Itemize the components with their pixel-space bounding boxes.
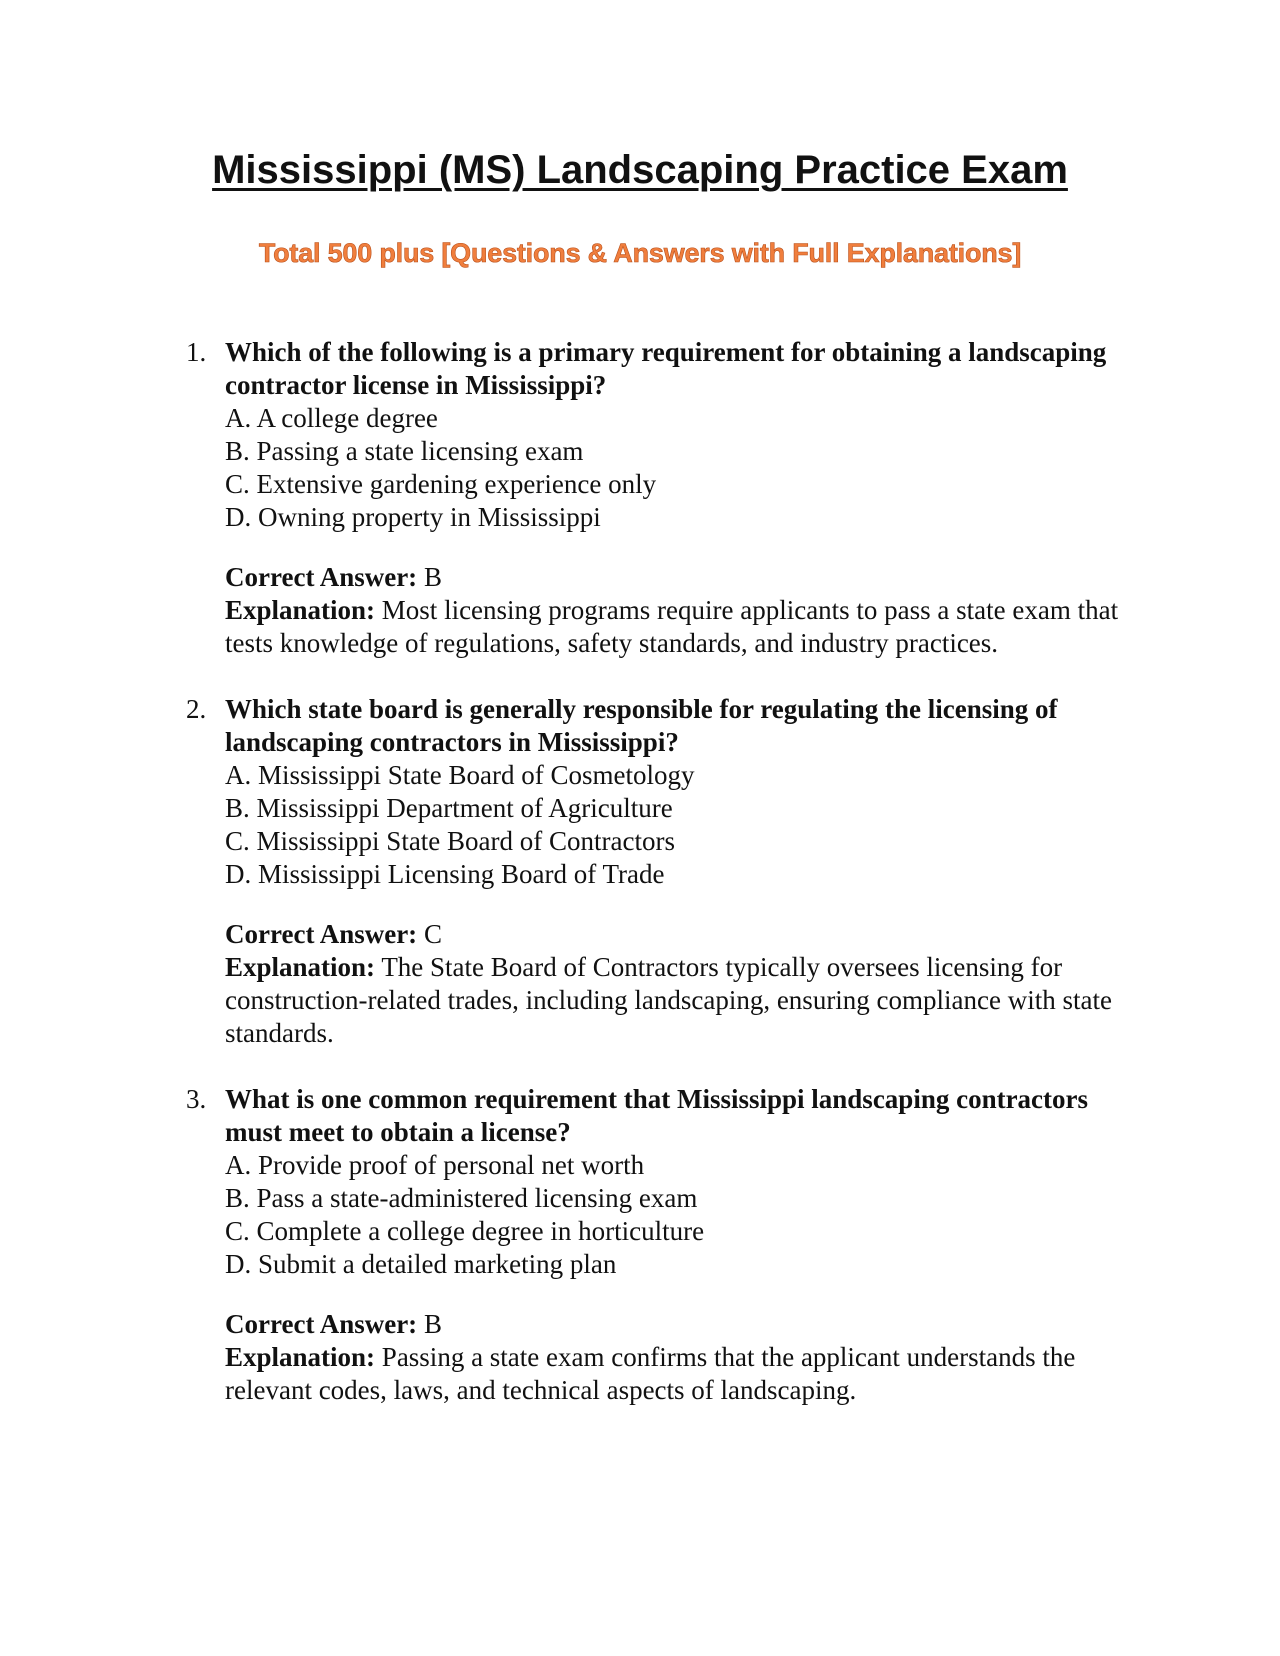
answer-option-d: D. Submit a detailed marketing plan [225, 1249, 617, 1279]
correct-answer-value: B [423, 562, 442, 592]
explanation-text: Passing a state exam confirms that the applicant understands the relevant codes, laws, and technical aspects of landscaping. [225, 1342, 1076, 1405]
explanation-label: Explanation: [225, 595, 376, 625]
question-text: Which state board is generally responsible for regulating the licensing of landscaping contractors in Mississippi? [225, 694, 1058, 757]
question-number: 3. [186, 1084, 207, 1114]
answer-option-a: A. Mississippi State Board of Cosmetology [225, 760, 695, 790]
explanation-line [225, 594, 1126, 660]
correct-answer-value: B [423, 1309, 442, 1339]
answer-block [225, 1308, 1126, 1407]
answer-option-a: A. Provide proof of personal net worth [225, 1150, 645, 1180]
correct-answer-label: Correct Answer: [225, 562, 418, 592]
question-text: Which of the following is a primary requirement for obtaining a landscaping contractor license in Mississippi? [225, 337, 1107, 400]
question-item [186, 336, 1126, 660]
explanation-label: Explanation: [225, 952, 376, 982]
question-item [186, 693, 1126, 1050]
explanation-text: Most licensing programs require applicants to pass a state exam that tests knowledge of regulations, safety standards, and industry practices. [225, 595, 1119, 658]
page-title-text: Mississippi (MS) Landscaping Practice Exam [212, 148, 1068, 192]
answer-option-c: C. Complete a college degree in horticulture [225, 1216, 705, 1246]
answer-option-c: C. Extensive gardening experience only [225, 469, 657, 499]
answer-block [225, 918, 1126, 1050]
answer-option-d: D. Mississippi Licensing Board of Trade [225, 859, 665, 889]
correct-answer-line [225, 1308, 1126, 1341]
correct-answer-label: Correct Answer: [225, 919, 418, 949]
question-text: What is one common requirement that Mississippi landscaping contractors must meet to obtain a license? [225, 1084, 1089, 1147]
page-title [0, 146, 1280, 194]
answer-option-b: B. Pass a state-administered licensing exam [225, 1183, 698, 1213]
correct-answer-line [225, 561, 1126, 594]
answer-option-b: B. Mississippi Department of Agriculture [225, 793, 673, 823]
explanation-line [225, 951, 1126, 1050]
correct-answer-label: Correct Answer: [225, 1309, 418, 1339]
answer-option-c: C. Mississippi State Board of Contractors [225, 826, 675, 856]
question-list [186, 336, 1126, 1440]
page-subtitle: Total 500 plus [Questions & Answers with Full Explanations] [258, 238, 1022, 268]
explanation-label: Explanation: [225, 1342, 376, 1372]
answer-option-d: D. Owning property in Mississippi [225, 502, 601, 532]
correct-answer-value: C [423, 919, 442, 949]
explanation-text: The State Board of Contractors typically oversees licensing for construction-related trades, including landscaping, ensuring compliance with state standards. [225, 952, 1112, 1048]
explanation-line [225, 1341, 1126, 1407]
question-number: 2. [186, 694, 207, 724]
question-number: 1. [186, 337, 207, 367]
answer-block [225, 561, 1126, 660]
correct-answer-line [225, 918, 1126, 951]
question-item [186, 1083, 1126, 1407]
answer-option-a: A. A college degree [225, 403, 438, 433]
answer-option-b: B. Passing a state licensing exam [225, 436, 584, 466]
